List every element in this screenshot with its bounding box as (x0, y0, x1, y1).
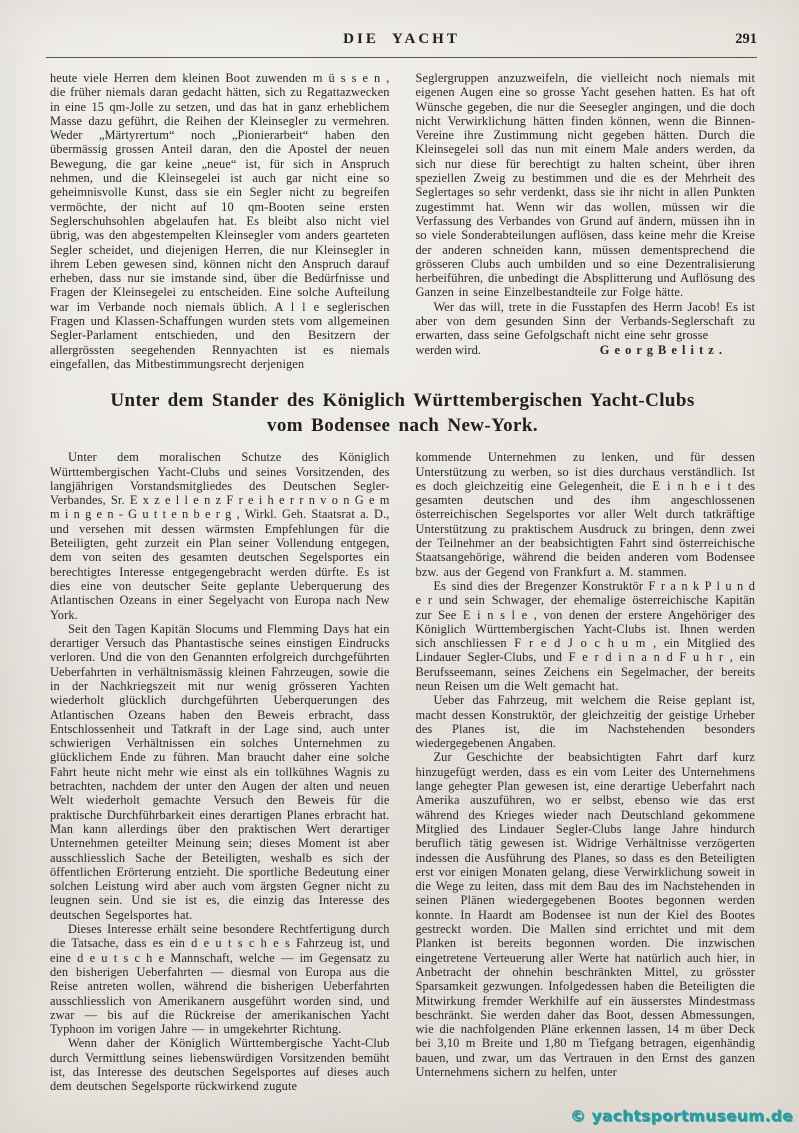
article2-right-column (416, 450, 756, 1093)
article2-title-line1: Unter dem Stander des Königlich Württembergischen Yacht-Clubs (110, 390, 695, 412)
paragraph: Unter dem moralischen Schutze des Königlich Württembergischen Yacht-Clubs und seines Vorsitzenden, des langjährigen Vorstandsmitgliedes des Deutschen Segler-Verbandes, Sr. E x z e l l e n z F r e i h e r r n v o n G e m m i n g e n - G u t t e n b e r g , Wirkl. Geh. Staatsrat a. D., und versehen mit dessen wärmsten Empfehlungen für die Beteiligten, geht zurzeit ein Plan seiner Vollendung entgegen, dem von seiten des gesamten deutschen Segelsportes ein berechtigtes Interesse entgegengebracht werden dürfte. Es ist dies eine von deutscher Seite geplante Ueberquerung des Atlantischen Ozeans in einer Segelyacht von Europa nach New York. (50, 450, 390, 622)
article1-left-column (50, 71, 390, 371)
article2-title (50, 388, 755, 438)
masthead-title: DIE YACHT (343, 31, 460, 47)
paragraph: Zur Geschichte der beabsichtigten Fahrt darf kurz hinzugefügt werden, dass es ein vom Leiter des Unternehmens lange gehegter Plan gewesen ist, eine derartige Ueberfahrt nach Amerika auszuführen, wo er selbst, ebenso wie das erst während des Krieges wieder nach Deutschland gekommene Mitglied des Lindauer Segler-Clubs lange Jahre hindurch beruflich tätig gewesen ist. Widrige Verhältnisse verzögerten indessen die Ausführung des Planes, so dass es den Beteiligten erst vor einigen Monaten gelang, diese Verwirklichung soweit in die Wege zu leiten, dass mit dem Bau des im Nachstehenden in seinen Plänen wiedergegebenen Bootes begonnen werden konnte. In Haardt am Bodensee ist nun der Kiel des Bootes gestreckt worden. Die Mallen sind errichtet und mit dem Planken ist bereits begonnen worden. Die inzwischen eingetretene Verteuerung aller Werte hat natürlich auch hier, in Anbetracht der ohnehin beschränkten Mittel, zu grösster Sparsamkeit gezwungen. Infolgedessen haben die Beteiligten die Mitwirkung fremder Werkhilfe auf ein äusserstes Mindestmass beschränkt. Sie werden daher das Boot, dessen Abmessungen, wie die nachfolgenden Pläne erkennen lassen, 14 m über Deck bei 3,10 m Breite und 1,80 m Tiefgang betragen, eigenhändig bauen, und zwar, um das Vertrauen in den Ernst des ganzen Unternehmens sichern zu helfen, unter (415, 750, 755, 1079)
article-kleinsegler-continuation (50, 71, 755, 371)
page-header (46, 0, 757, 58)
paragraph: Ueber das Fahrzeug, mit welchem die Reise geplant ist, macht dessen Konstruktör, der gleichzeitig der geistige Urheber des Planes ist, die im Nachstehenden besonders wiedergegebenen Angaben. (415, 693, 755, 751)
page-content (0, 58, 799, 1094)
paragraph: kommende Unternehmen zu lenken, und für dessen Unterstützung zu werben, so ist dies durchaus verständlich. Ist es doch gleichzeitig eine Gelegenheit, die E i n h e i t des gesamten deutschen und des ihm angeschlossenen österreichischen Segelsportes vor aller Welt durch tatkräftige Unterstützung zu praktischem Ausdruck zu bringen, denn zwei der Teilnehmer an der beabsichtigten Fahrt sind österreichische Staatsangehörige, während die beiden anderen vom Bodensee bzw. aus der Gegend von Frankfurt a. M. stammen. (415, 450, 755, 579)
paragraph: Seit den Tagen Kapitän Slocums und Flemming Days hat ein derartiger Versuch das Phantastische seines einstigen Eindrucks verloren. Und die von den Genannten erfolgreich durchgeführten Ueberfahrten in verhältnismässig kleinen Fahrzeugen, sowie die in der Nachkriegszeit mit nur wenig grösseren Yachten wiederholt glücklich durchgeführten Ueberquerungen des Atlantischen Ozeans haben den Beweis erbracht, dass Entschlossenheit und Tatkraft in der Lage sind, auch unter schwierigen Verhältnissen ein solches Unternehmen zu glücklichem Ende zu führen. Man braucht daher eine solche Fahrt heute nicht mehr wie einst als ein tollkühnes Wagnis zu betrachten, nachdem der unter den Augen der alten und neuen Welt wiederholt gemachte Versuch den Beweis für die praktische Durchführbarkeit eines derartigen Planes erbracht hat. Man kann allerdings über den praktischen Wert derartiger Unternehmen geteilter Meinung sein; dieses Moment ist aber ausschliesslich Sache der Beteiligten, weshalb es sich der öffentlichen Erörterung entzieht. Die sportliche Bedeutung einer solchen Leistung wird aber auch vom ärgsten Gegner nicht zu leugnen sein. Und sie ist es, die einzig das Interesse des deutschen Segelsportes hat. (50, 621, 390, 922)
paragraph: Wenn daher der Königlich Württembergische Yacht-Club durch Vermittlung seines liebenswürdigen Vorsitzenden bemüht ist, das Interesse des deutschen Segelsportes auf dieses auch dem deutschen Segelsporte rückwirkend zugute (50, 1036, 390, 1094)
paragraph: Es sind dies der Bregenzer Konstruktör F r a n k P l u n d e r und sein Schwager, der ehemalige österreichische Kapitän zur See E i n s l e , von denen der erstere Angehöriger des Königlich Württembergischen Yacht-Clubs ist. Ihnen werden sich anschliessen F r e d J o c h u m , ein Mitglied des Lindauer Segler-Clubs, und F e r d i n a n d F u h r , ein Berufsseemann, seines Zeichens ein Segelmacher, der bereits neun Reisen um die Welt gemacht hat. (415, 578, 755, 693)
paragraph: heute viele Herren dem kleinen Boot zuwenden m ü s s e n , die früher niemals daran gedacht hätten, sich zu Regattazwecken in eine 15 qm-Jolle zu setzen, und das hat in ganz erheblichem Masse dazu geführt, die Reihen der Kleinsegler zu vermehren. Weder „Märtyrertum“ noch „Pionierarbeit“ haben den übermässig grossen Anteil daran, den die Apostel der neuen Bewegung, die gar keine „neue“ ist, für sich in Anspruch nehmen, und die Kleinsegelei ist auch gar nicht eine so geheimnisvolle Kunst, dass sie ein Segler nicht zu begreifen vermöchte, der nicht auf 10 qm-Booten seine ersten Seglerschuhsohlen abgelaufen hat. Es bleibt also nicht viel übrig, was den abgestempelten Kleinsegler vom anders gearteten Segler scheidet, und diejenigen Herren, die nur Kleinsegler in ihrem Leben gewesen sind, können nicht den Anspruch darauf erheben, dass nur sie imstande sind, über die Bedürfnisse und Fragen der Kleinsegelei zu entscheiden. Eine solche Aufteilung war im Verbande noch niemals üblich. A l l e seglerischen Fragen und Klassen-Schaffungen wurden stets vom allgemeinen Segler-Parlament entschieden, und den Besitzern der allergrössten seegehenden Rennyachten ist es niemals eingefallen, das Mitbestimmungsrecht derjenigen (50, 71, 390, 371)
closing-line (416, 343, 756, 357)
paragraph: Dieses Interesse erhält seine besondere Rechtfertigung durch die Tatsache, dass es ein d e u t s c h e s Fahrzeug ist, und eine d e u t s c h e Mannschaft, welche — im Gegensatz zu den bisherigen Ueberfahrten — diesmal von Europa aus die Reise antreten wollen, während die bisherigen Ueberfahrten ausschliesslich von Amerikanern ausgeführt worden sind, und zwar — bis auf die Rückreise der amerikanischen Yacht Typhoon im vorigen Jahre — in umgekehrter Richtung. (50, 922, 390, 1037)
watermark: © yachtsportmuseum.de (569, 1107, 793, 1125)
article2-title-line2: vom Bodensee nach New-York. (266, 415, 538, 437)
article2-left-column (50, 450, 390, 1093)
paragraph: Wer das will, trete in die Fusstapfen des Herrn Jacob! Es ist aber von dem gesunden Sinn der Verbands-Seglerschaft zu erwarten, dass seine Gefolgschaft nicht eine sehr grosse (415, 299, 755, 343)
article1-right-column (416, 71, 756, 371)
page-number: 291 (735, 31, 757, 47)
author-signature: G e o r g B e l i t z . (599, 342, 723, 357)
closing-text: werden wird. (415, 342, 481, 357)
paragraph: Seglergruppen anzuzweifeln, die vielleicht noch niemals mit eigenen Augen eine so grosse Yacht gesehen hatten. Es hat oft Wünsche gegeben, die nur die Seesegler angingen, und die doch nicht Verwirklichung hätten finden können, wenn die Binnen-Vereine ihre Zustimmung nicht gegeben hätten. Durch die Kleinsegelei soll das nun mit einem Male anders werden, da sich nur diese für berechtigt zu halten scheint, über ihren speziellen Zweig zu bestimmen und die es der Mehrheit des Seglertages so sehr verdenkt, dass sie ihr nicht in allen Punkten zugestimmt hat. Wenn wir das wollen, müssen wir die Verfassung des Verbandes von Grund auf ändern, müssen ihn in so viele Sonderabteilungen auflösen, dass keine mehr die Kreise der anderen schneiden kann, müssen dementsprechend die grösseren Clubs auch umbilden und so eine Dezentralisierung herbeiführen, die unbedingt die Absplitterung und Auflösung des Ganzen in seine Einzelbestandteile zur Folge hätte. (415, 71, 755, 300)
article-atlantic-crossing (50, 450, 755, 1093)
